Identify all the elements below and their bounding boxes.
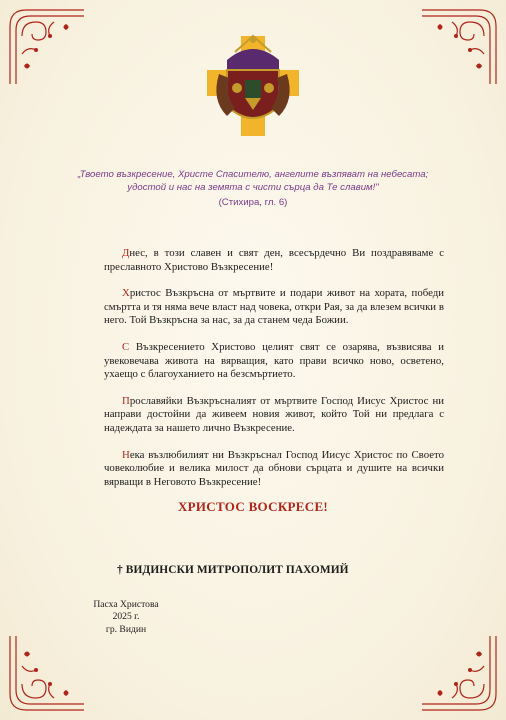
epigraph-line-1: „Твоето възкресение, Христе Спасителю, ангелите възпяват на небесата; bbox=[77, 169, 429, 180]
corner-ornament-top-left bbox=[6, 6, 86, 86]
signature: † ВИДИНСКИ МИТРОПОЛИТ ПАХОМИЙ bbox=[117, 564, 349, 576]
paragraph-text: Възкресението Христово целият свят се озарява, възвисява и увековечава живота на вярващия, като прави всичко ново, осветено, ухаещо с благоуханието на безсмъртието. bbox=[104, 340, 444, 381]
place-line-2: 2025 г. bbox=[112, 611, 140, 623]
place-line-1: Пасха Христова bbox=[93, 599, 159, 610]
paragraph-initial: Х bbox=[122, 287, 130, 300]
paragraph-initial: Д bbox=[122, 247, 130, 259]
paragraph-text: ека възлюбилият ни Възкръснал Господ Иисус Христос по Своето човеколюбие и велика милост да обнови сърцата и душите на всички вярващи в Неговото Възкресение! bbox=[104, 448, 444, 488]
letter-body bbox=[104, 247, 444, 502]
paragraph-3 bbox=[104, 341, 444, 382]
corner-ornament-top-right bbox=[420, 6, 500, 86]
paragraph-initial: П bbox=[122, 394, 130, 407]
paragraph-1 bbox=[104, 247, 444, 274]
epigraph bbox=[60, 168, 446, 209]
epigraph-source: (Стихира, гл. 6) bbox=[218, 197, 288, 208]
place-and-date bbox=[74, 599, 178, 636]
corner-ornament-bottom-left bbox=[6, 634, 86, 714]
paragraph-5 bbox=[104, 449, 444, 490]
epigraph-line-2: удостой и нас на земята с чисти сърца да Те славим!" bbox=[127, 182, 379, 193]
paragraph-2 bbox=[104, 287, 444, 328]
paragraph-initial: Н bbox=[122, 448, 130, 461]
place-line-3: гр. Видин bbox=[105, 623, 147, 635]
coat-of-arms-emblem bbox=[205, 30, 301, 140]
paragraph-initial: С bbox=[122, 340, 130, 353]
paragraph-4 bbox=[104, 395, 444, 436]
easter-acclaim: ХРИСТОС ВОСКРЕСЕ! bbox=[177, 499, 329, 514]
paragraph-text: ристос Възкръсна от мъртвите и подари живот на хората, победи смъртта и тя няма вече власт над човека, откри Рая, за да влезем всички в него. Той Възкръсна за нас, за да станем чеда Божии. bbox=[104, 287, 444, 327]
corner-ornament-bottom-right bbox=[420, 634, 500, 714]
paragraph-text: нес, в този славен и свят ден, всесърдечно Ви поздравяваме с преславното Христово Възкресение! bbox=[104, 247, 444, 273]
paragraph-text: рославяйки Възкръсналият от мъртвите Господ Иисус Христос ни направи достойни да живеем новия живот, който Той ни предлага с надеждата за нашето лично Възкресение. bbox=[104, 394, 444, 434]
